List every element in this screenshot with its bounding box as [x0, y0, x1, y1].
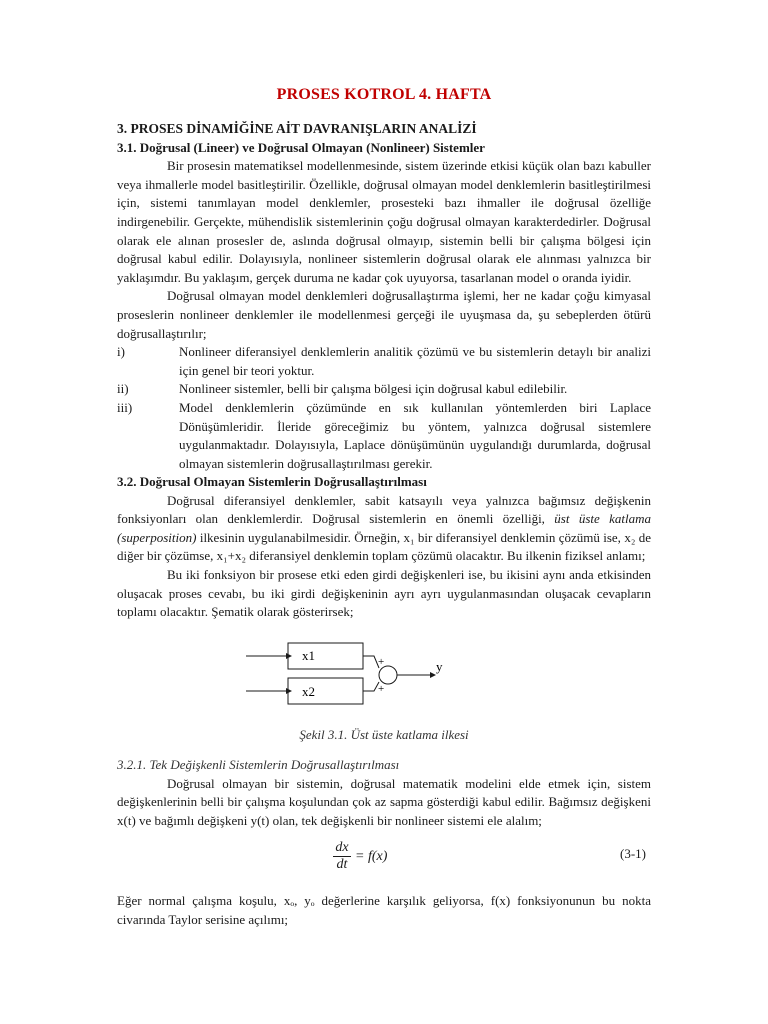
list-item-number: ii)	[117, 381, 129, 397]
block-x1	[288, 643, 363, 669]
paragraph-3-2-1-b: Eğer normal çalışma koşulu, xₒ, yₒ değerlerine karşılık geliyorsa, f(x) fonksiyonunun bu nokta civarında Taylor serisine açılımı;	[117, 893, 651, 927]
input-arrowhead-1	[286, 653, 292, 659]
section-3	[117, 120, 651, 473]
list-item-text: Model denklemlerin çözümünde en sık kullanılan yöntemlerden biri Laplace Dönüşümleridir. İleride göreceğimiz bu yöntem, yalnızca doğrusal sistemlere uygulanmaktadır. Dolayısıyla, Laplace dönüşümünün uygulandığı durumlarda, doğrusal olmayan sistemlerin doğrusallaştırılması gerekir.	[179, 399, 651, 471]
reasons-list	[117, 343, 651, 473]
block-x2-label: x2	[302, 684, 315, 699]
equation-rhs: = f(x)	[355, 848, 388, 864]
superposition-term: üst üste katlama (superposition)	[117, 511, 651, 545]
denominator: dt	[336, 857, 348, 872]
equation-3-1	[0, 840, 768, 880]
paragraph-3-2-1-a: Doğrusal olmayan bir sistemin, doğrusal matematik modelini elde etmek için, sistem değişkenlerinin belli bir çalışma koşulundan çok az sapma gösterdiği kabul edilir. Bağımsız değişkeni x(t) ve bağımlı değişkeni y(t) olan, tek değişkenli bir nonlineer sistemi ele alalım;	[117, 775, 651, 828]
output-label: y	[436, 659, 443, 674]
derivative-fraction	[333, 840, 351, 873]
figure-caption: Şekil 3.1. Üst üste katlama ilkesi	[299, 727, 469, 742]
block-x1-label: x1	[302, 648, 315, 663]
input-arrowhead-2	[286, 688, 292, 694]
section-3-2	[117, 473, 651, 622]
block-x2	[288, 678, 363, 704]
list-item-number: i)	[117, 344, 125, 360]
section-3-2-1-cont	[117, 892, 651, 929]
paragraph-3-2-a	[117, 492, 651, 566]
connector-1	[363, 656, 379, 668]
numerator: dx	[335, 840, 349, 855]
equation-body	[333, 840, 387, 873]
paragraph-3-1-a: Bir prosesin matematiksel modellenmesinde, sistem üzerinde etkisi küçük olan bazı kabuller veya ihmallerle model basitleştirilir. Özellikle, doğrusal olmayan model denklemlerin basitleştirilmesi için, sistemi tanımlayan model denklemler, prosesteki bazı ihmaller ile doğrusal özelliğe indirgenebilir. Gerçekte, mühendislik sistemlerinin çoğu doğrusal olmayan karakterdedirler. Doğrusal olarak ele alınan prosesler de, aslında doğrusal olmayıp, sistemin belli bir çalışma bölgesi için doğrusal kabul edilir. Dolayısıyla, nonlineer sistemlerin doğrusal olarak ele alınması yalnızca bir yaklaşımdır. Bu yaklaşım, gerçek duruma ne kadar çok uyuyorsa, tasarlanan model o oranda iyidir.	[117, 158, 651, 285]
section-heading-3: 3. PROSES DİNAMİĞİNE AİT DAVRANIŞLARIN ANALİZİ	[117, 121, 477, 136]
paragraph-3-2-b: Bu iki fonksiyon bir prosese etki eden girdi değişkenleri ise, bu ikisini aynı anda etkisinden oluşacak proses cevabı, bu iki girdi değişkeninin ayrı ayrı uygulanmasından oluşacak cevapların toplamı olacaktır. Şematik olarak gösterirsek;	[117, 566, 651, 620]
list-item-number: iii)	[117, 399, 133, 415]
plus-sign-2: +	[378, 683, 385, 695]
list-item	[117, 380, 651, 399]
summing-junction	[379, 666, 397, 684]
equation-number: (3-1)	[620, 846, 646, 861]
list-item-text: Nonlineer diferansiyel denklemlerin analitik çözümü ve bu sistemlerin detaylı bir analizi için genel bir teori yoktur.	[179, 344, 651, 378]
page-title: PROSES KOTROL 4. HAFTA	[276, 86, 492, 103]
list-item	[117, 399, 651, 473]
paragraph-3-1-b: Doğrusal olmayan model denklemleri doğrusallaştırma işlemi, her ne kadar çoğu kimyasal proseslerin nonlineer denklemler ile modellenmesi gerçeği ile uyuşmasa da, şu sebeplerden ötürü doğrusallaştırılır;	[117, 288, 651, 341]
section-heading-3-2: 3.2. Doğrusal Olmayan Sistemlerin Doğrusallaştırılması	[117, 474, 427, 489]
paragraph-text: ilkesinin uygulanabilmesidir. Örneğin, x₁ bir diferansiyel denklemin çözümü ise, x₂ de diğer bir çözümse, x₁+x₂ diferansiyel denklemin toplam çözümü olacaktır. Bu ilkenin fiziksel anlamı;	[117, 529, 651, 564]
section-heading-3-2-1: 3.2.1. Tek Değişkenli Sistemlerin Doğrusallaştırılması	[117, 757, 400, 772]
plus-sign-1: +	[378, 656, 385, 668]
superposition-diagram	[244, 640, 454, 720]
connector-2	[363, 682, 379, 691]
list-item	[117, 343, 651, 380]
section-3-2-1	[117, 756, 651, 830]
section-heading-3-1: 3.1. Doğrusal (Lineer) ve Doğrusal Olmayan (Nonlineer) Sistemler	[117, 139, 485, 155]
paragraph-text: Doğrusal diferansiyel denklemler, sabit katsayılı veya yalnızca bağımsız değişkenin fonksiyonları olan denklemlerdir. Doğrusal sistemlerin en önemli özelliği,	[117, 492, 651, 527]
list-item-text: Nonlineer sistemler, belli bir çalışma bölgesi için doğrusal kabul edilebilir.	[179, 381, 568, 397]
